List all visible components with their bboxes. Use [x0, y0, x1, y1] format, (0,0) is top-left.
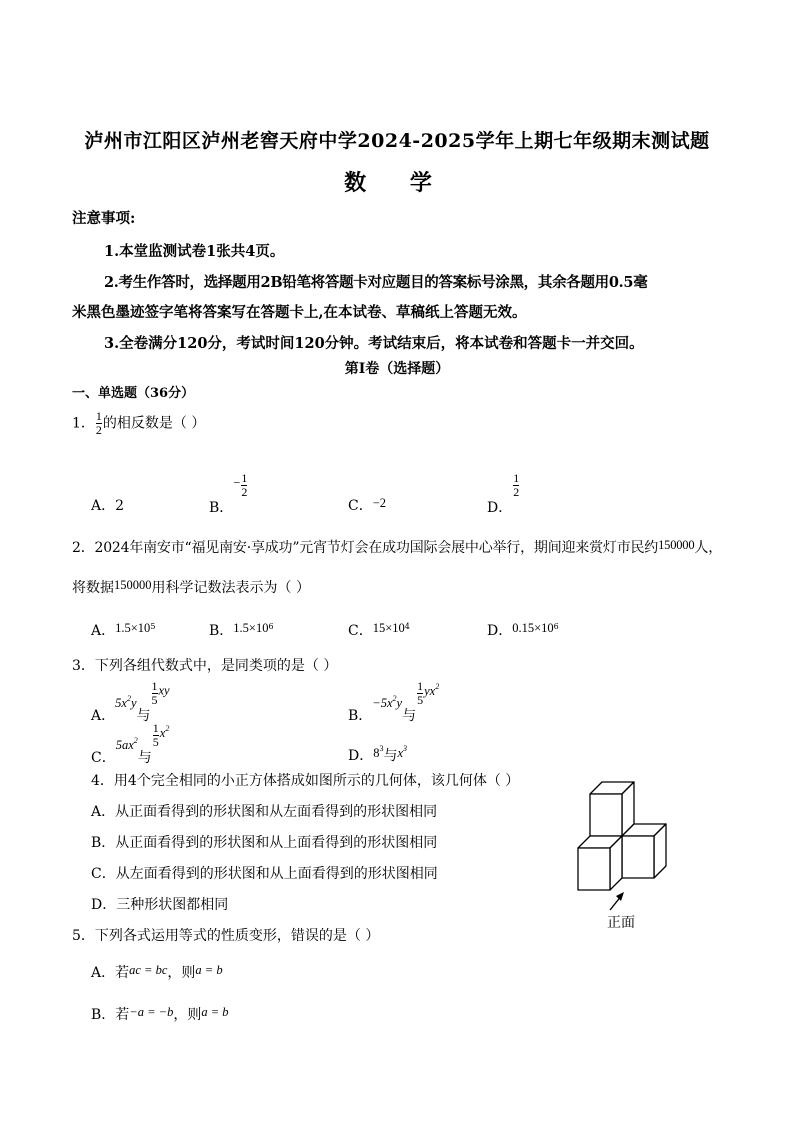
q3-option-c — [91, 721, 170, 766]
q3-a-expr1: $5x^2y$ — [115, 693, 137, 710]
q2-text-c: 将数据 — [72, 580, 114, 596]
q1-frac-den: 2 — [95, 423, 102, 437]
q1-fraction — [96, 410, 102, 437]
q2-c-exp: 4 — [404, 622, 410, 631]
q5-a-mid: ，则 — [167, 965, 196, 981]
q2-option-a — [91, 620, 155, 640]
q1-option-c — [348, 495, 386, 515]
q2-c-label: C． — [348, 623, 373, 639]
q3-b-label: B． — [348, 707, 373, 724]
q4-option-c: C．从左面看得到的形状图和从上面看得到的形状图相同 — [91, 866, 438, 882]
q5-b-condition: −a = −b — [129, 1005, 174, 1019]
q5-option-a — [91, 962, 223, 982]
q3-option-a — [91, 679, 170, 724]
note-item-2a: 2.考生作答时，选择题用2B铅笔将答题卡对应题目的答案标号涂黑，其余各题用0.5毫 — [104, 274, 648, 291]
q2-text-d: 用科学记数法表示为（ ） — [151, 580, 310, 596]
q3-a-frac-num: 1 — [151, 679, 158, 693]
q2-option-c — [348, 620, 410, 640]
q5-a-condition: ac = bc — [129, 963, 168, 977]
figure-label: 正面 — [607, 914, 635, 930]
q2-c-base: 15×10 — [372, 621, 405, 635]
q2-text-b: 人， — [694, 540, 723, 556]
q3-a-and: 与 — [136, 707, 151, 724]
q2-number-2: 150000 — [114, 578, 152, 592]
q1-b-fraction — [241, 472, 247, 499]
q1-d-fraction — [513, 472, 519, 499]
q3-option-b — [348, 679, 440, 724]
note-item-3: 3.全卷满分120分，考试时间120分钟。考试结束后，将本试卷和答题卡一并交回。 — [104, 335, 644, 352]
q3-b-and: 与 — [402, 707, 417, 724]
q3-d-expr1: $8^3$ — [373, 744, 384, 760]
q3-c-frac-num: 1 — [152, 721, 159, 735]
cube-front-face-3 — [578, 848, 610, 890]
q5-b-label: B．若 — [91, 1007, 130, 1023]
q3-b-expr2: $yx^2$ — [424, 681, 440, 698]
q1-text: 的相反数是（ ） — [102, 415, 206, 432]
q3-d-label: D． — [348, 748, 374, 764]
q1-b-sign: − — [233, 475, 241, 490]
question-4: 4．用4个完全相同的小正方体搭成如图所示的几何体，该几何体（ ） — [91, 773, 520, 789]
q3-a-frac-den: 5 — [151, 693, 158, 707]
q3-option-d — [348, 744, 407, 765]
question-1 — [72, 410, 205, 437]
subject-title: 数 学 — [344, 170, 450, 196]
q3-a-fraction — [152, 680, 158, 707]
q3-b-fraction — [417, 680, 423, 707]
note-item-1: 1.本堂监测试卷1张共4页。 — [104, 243, 285, 260]
q3-b-frac-den: 5 — [417, 693, 424, 707]
q3-b-expr1: $-5x^2y$ — [372, 693, 403, 710]
q5-b-mid: ，则 — [173, 1007, 202, 1023]
q2-d-exp: 6 — [553, 622, 559, 631]
exam-title: 泸州市江阳区泸州老窖天府中学2024-2025学年上期七年级期末测试题 — [84, 130, 710, 152]
q3-c-label: C． — [91, 749, 116, 766]
q4-option-d: D．三种形状图都相同 — [91, 897, 229, 913]
cube-front-face-2 — [622, 836, 654, 878]
q1-number: 1． — [72, 415, 95, 432]
q1-option-d — [487, 471, 520, 516]
q1-c-value: −2 — [372, 496, 387, 510]
question-3: 3．下列各组代数式中，是同类项的是（ ） — [72, 658, 338, 674]
question-2-line1 — [72, 537, 722, 557]
q5-a-label: A．若 — [91, 965, 130, 981]
part1-title: 第Ⅰ卷（选择题） — [344, 361, 450, 377]
q2-d-base: 0.15×10 — [512, 621, 554, 635]
q5-a-result: a = b — [195, 963, 223, 977]
q1-frac-num: 1 — [95, 409, 102, 423]
q4-option-b: B．从正面看得到的形状图和从上面看得到的形状图相同 — [91, 835, 438, 851]
q3-c-frac-den: 5 — [152, 735, 159, 749]
q4-option-a: A．从正面看得到的形状图和从左面看得到的形状图相同 — [91, 804, 438, 820]
q1-d-label: D． — [487, 499, 513, 516]
q5-option-b — [91, 1004, 229, 1024]
q2-b-exp: 6 — [268, 622, 274, 631]
q2-a-label: A． — [91, 623, 116, 639]
q1-option-a: A．2 — [91, 498, 125, 514]
q1-d-num: 1 — [513, 471, 520, 485]
section-title: 一、单选题（36分） — [72, 386, 195, 401]
question-2-line2 — [72, 577, 310, 597]
q1-c-label: C． — [348, 498, 373, 514]
q2-option-d — [487, 620, 559, 640]
q2-b-base: 1.5×10 — [233, 621, 269, 635]
notes-heading: 注意事项: — [72, 210, 136, 227]
front-arrowhead — [616, 892, 624, 901]
q1-option-b — [209, 471, 248, 516]
cube-figure — [570, 772, 700, 937]
q2-text-a: 2．2024年南安市“福见南安·享成功”元宵节灯会在成功国际会展中心举行，期间迎来赏灯市民约 — [72, 540, 659, 556]
q1-b-num: 1 — [241, 471, 248, 485]
q3-a-expr2: xy — [158, 683, 170, 698]
q3-c-fraction — [153, 722, 159, 749]
q2-d-label: D． — [487, 623, 513, 639]
q2-a-exp: 5 — [150, 622, 156, 631]
q3-b-frac-num: 1 — [417, 679, 424, 693]
q3-c-expr1: $5ax^2$ — [115, 735, 138, 752]
q1-b-label: B． — [209, 499, 234, 516]
q3-a-label: A． — [91, 707, 116, 724]
q5-b-result: a = b — [201, 1005, 229, 1019]
q2-number: 150000 — [658, 538, 695, 552]
question-5: 5．下列各式运用等式的性质变形，错误的是（ ） — [72, 928, 380, 944]
q2-option-b — [209, 620, 274, 640]
q2-b-label: B． — [209, 623, 234, 639]
q1-d-den: 2 — [513, 485, 520, 499]
cube-front-face-1 — [590, 794, 622, 836]
note-item-2b: 米黑色墨迹签字笔将答案写在答题卡上,在本试卷、草稿纸上答题无效。 — [72, 304, 527, 321]
q3-c-expr2: $x^2$ — [159, 723, 170, 740]
q3-c-and: 与 — [137, 749, 152, 766]
q2-a-base: 1.5×10 — [115, 621, 151, 635]
q3-d-and: 与 — [383, 748, 398, 764]
q3-d-expr2: $x^3$ — [397, 744, 408, 760]
q1-b-den: 2 — [241, 485, 248, 499]
